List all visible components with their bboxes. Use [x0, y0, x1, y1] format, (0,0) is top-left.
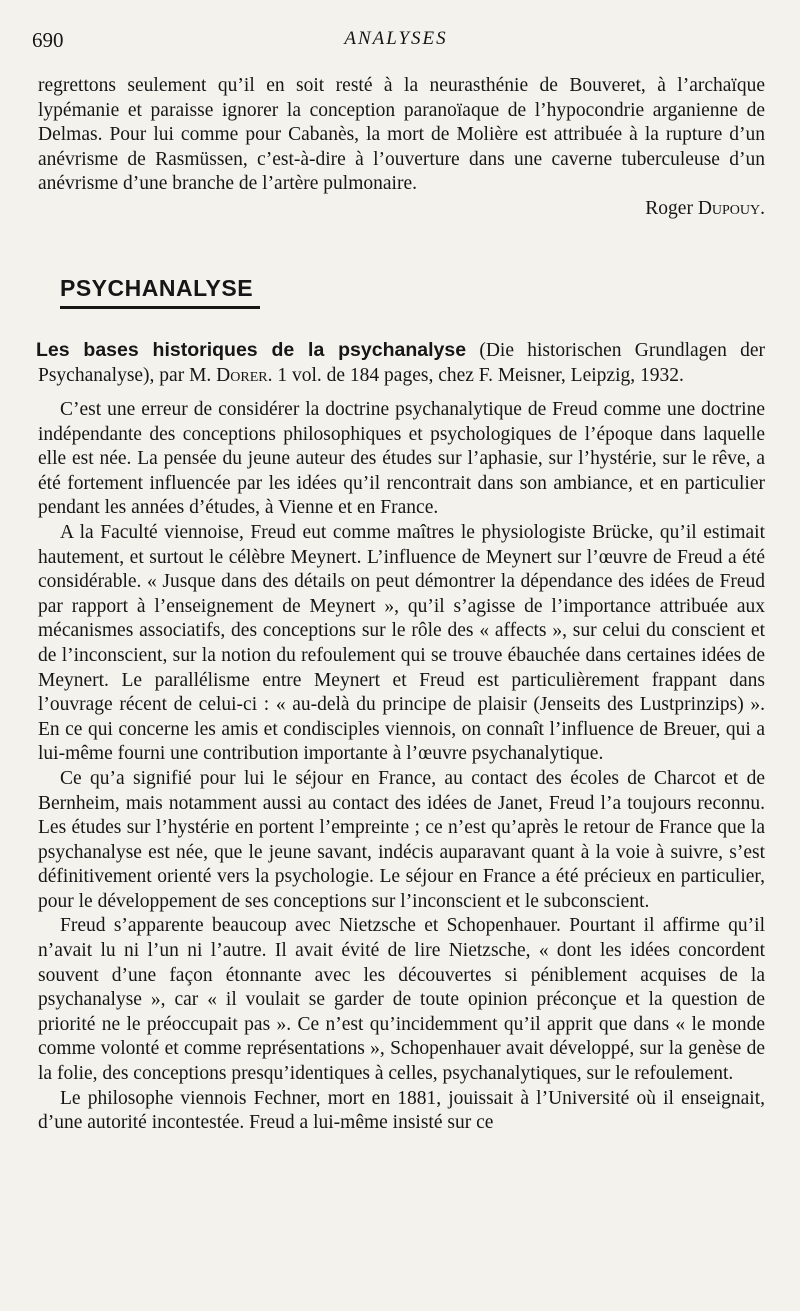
- running-head: ANALYSES: [344, 28, 448, 49]
- body-paragraph: C’est une erreur de considérer la doctrine psychanalytique de Freud comme une doctrine indépendante des conceptions philosophiques et psychologiques de l’époque dans laquelle elle est née. La pensée du jeune auteur des études sur l’aphasie, sur l’hystérie, sur le rêve, a été fortement influencée par les idées qu’il rencontrait dans son ambiance, et en particulier pendant les années d’études, à Vienne et en France.: [38, 399, 765, 519]
- signature: [38, 197, 765, 222]
- body-paragraph: A la Faculté viennoise, Freud eut comme maîtres le physiologiste Brücke, qu’il estimait hautement, et surtout le célèbre Meynert. L’influence de Meynert sur l’œuvre de Freud a été considérable. « Jusque dans des détails on peut démontrer la dépendance des idées de Freud par rapport à l’enseignement de Meynert », qu’il s’agisse de l’importance attribuée aux mécanismes associatifs, des conceptions sur le rôle des « affects », sur celui du conscient et de l’inconscient, sur la notion du refoulement qui se trouve ébauchée dans certaines idées de Meynert. Le parallélisme entre Meynert et Freud est particulièrement frappant dans l’ouvrage récent de celui-ci : « au-delà du principe de plaisir (Jenseits des Lustprinzips) ». En ce qui concerne les amis et condisciples viennois, on connaît l’influence de Breuer, qui a lui-même fourni une contribution importante à l’œuvre psychanalytique.: [38, 521, 765, 765]
- intro-block: [38, 74, 765, 222]
- page-header: [32, 28, 760, 58]
- body-paragraph: Le philosophe viennois Fechner, mort en 1881, jouissait à l’Université où il enseignait, d’une autorité incontestée. Freud a lui-même insisté sur ce: [38, 1087, 765, 1134]
- body-paragraph: Freud s’apparente beaucoup avec Nietzsche et Schopenhauer. Pourtant il affirme qu’il n’avait lu ni l’un ni l’autre. Il avait évité de lire Nietzsche, « dont les idées concordent souvent d’une façon étonnante avec les découvertes si péniblement acquises de la psychanalyse », car « il voulait se garder de toute opinion préconçue et la question de priorité ne le préoccupait pas ». Ce n’est qu’incidemment qu’il apprit que dans « le monde comme volonté et comme représentations », Schopenhauer avait développé, sur la genèse de la folie, des conceptions presqu’identiques à celles, psychanalytiques, sur le refoulement.: [38, 915, 765, 1085]
- reference-title: Les bases historiques de la psychanalyse: [36, 339, 467, 361]
- body-paragraph: Ce qu’a signifié pour lui le séjour en France, au contact des écoles de Charcot et de Bernheim, mais notamment aussi au contact des idées de Janet, Freud l’a toujours reconnu. Les études sur l’hystérie en portent l’empreinte ; ce n’est qu’après le retour de France que la psychanalyse est née, que le jeune savant, indécis auparavant quant à la voie à suivre, s’est définitivement orienté vers la psychologie. Le séjour en France a été précieux en particulier, pour le développement de ses conceptions sur l’inconscient et le subconscient.: [38, 767, 765, 912]
- review-body: [38, 398, 765, 1136]
- page-number: 690: [32, 28, 64, 52]
- intro-paragraph: regrettons seulement qu’il en soit resté à la neurasthénie de Bouveret, à l’archaïque lypémanie et paraisse ignorer la conception paranoïaque de l’hypocondrie arganienne de Delmas. Pour lui comme pour Cabanès, la mort de Molière est attribuée à la rupture d’un anévrisme de Rasmüssen, c’est-à-dire à l’ouverture dans une caverne tuberculeuse d’un anévrisme d’une branche de l’artère pulmonaire.: [38, 75, 765, 195]
- book-reference: [38, 338, 765, 388]
- reference-line: [38, 338, 765, 388]
- reference-publication: 1 vol. de 184 pages, chez F. Meisner, Leipzig, 1932.: [272, 364, 684, 386]
- signature-first-name: Roger: [645, 197, 693, 219]
- signature-last-name: Dupouy.: [697, 197, 765, 219]
- section-rule: [60, 306, 260, 309]
- reference-details: (Die historischen Grundlagen der Psychanalyse), par M.: [38, 340, 766, 386]
- reference-author: Dorer.: [216, 364, 273, 386]
- section-title: PSYCHANALYSE: [60, 275, 254, 301]
